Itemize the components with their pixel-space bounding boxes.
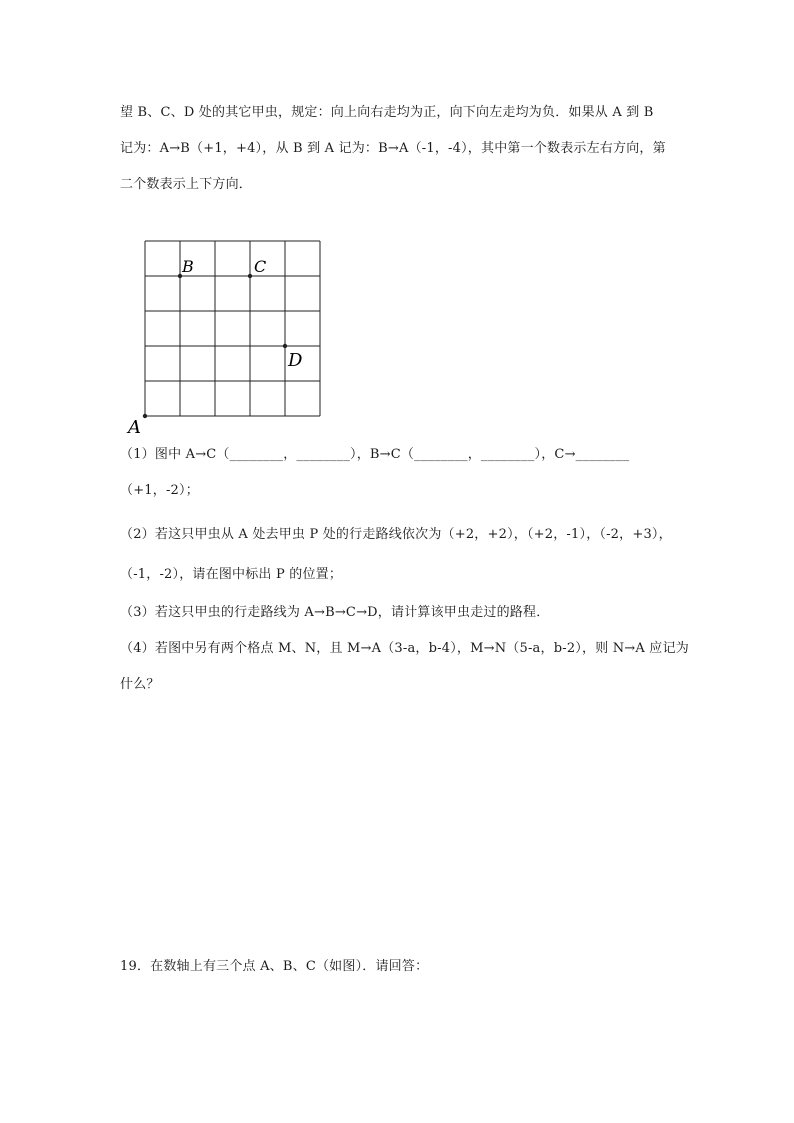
grid-figure — [120, 228, 340, 440]
intro-line-1: 望 B、C、D 处的其它甲虫，规定：向上向右走均为正，向下向左走均为负．如果从 A 到 B — [120, 105, 654, 120]
point-label-b: B — [182, 257, 194, 276]
question-2-line-1: （2）若这只甲虫从 A 处去甲虫 P 处的行走路线依次为（+2，+2），（+2，-1），（-2，+3）， — [120, 527, 672, 542]
grid-point-d — [283, 344, 287, 348]
question-4-line-2: 什么？ — [120, 677, 160, 692]
grid-lines — [145, 241, 320, 416]
question-19-title: 19．在数轴上有三个点 A、B、C（如图）．请回答： — [120, 959, 429, 974]
question-1-line-2: （+1，-2）； — [120, 483, 199, 498]
grid-point-c — [248, 274, 252, 278]
point-label-d: D — [288, 350, 303, 371]
question-4-line-1: （4）若图中另有两个格点 M、N，且 M→A（3-a，b-4），M→N（5-a，b-2），则 N→A 应记为 — [120, 641, 689, 656]
question-2-line-2: （-1，-2），请在图中标出 P 的位置； — [120, 567, 343, 582]
point-label-a: A — [128, 417, 141, 438]
question-1-line-1: （1）图中 A→C（________，________），B→C（________，________），C→________ — [120, 447, 630, 462]
point-label-c: C — [254, 257, 267, 276]
grid-diagram — [120, 228, 340, 440]
intro-line-3: 二个数表示上下方向． — [120, 177, 253, 192]
intro-line-2: 记为：A→B（+1，+4），从 B 到 A 记为：B→A（-1，-4），其中第一个数表示左右方向，第 — [120, 141, 666, 156]
question-3-line-1: （3）若这只甲虫的行走路线为 A→B→C→D，请计算该甲虫走过的路程． — [120, 605, 550, 620]
grid-point-a — [143, 414, 147, 418]
